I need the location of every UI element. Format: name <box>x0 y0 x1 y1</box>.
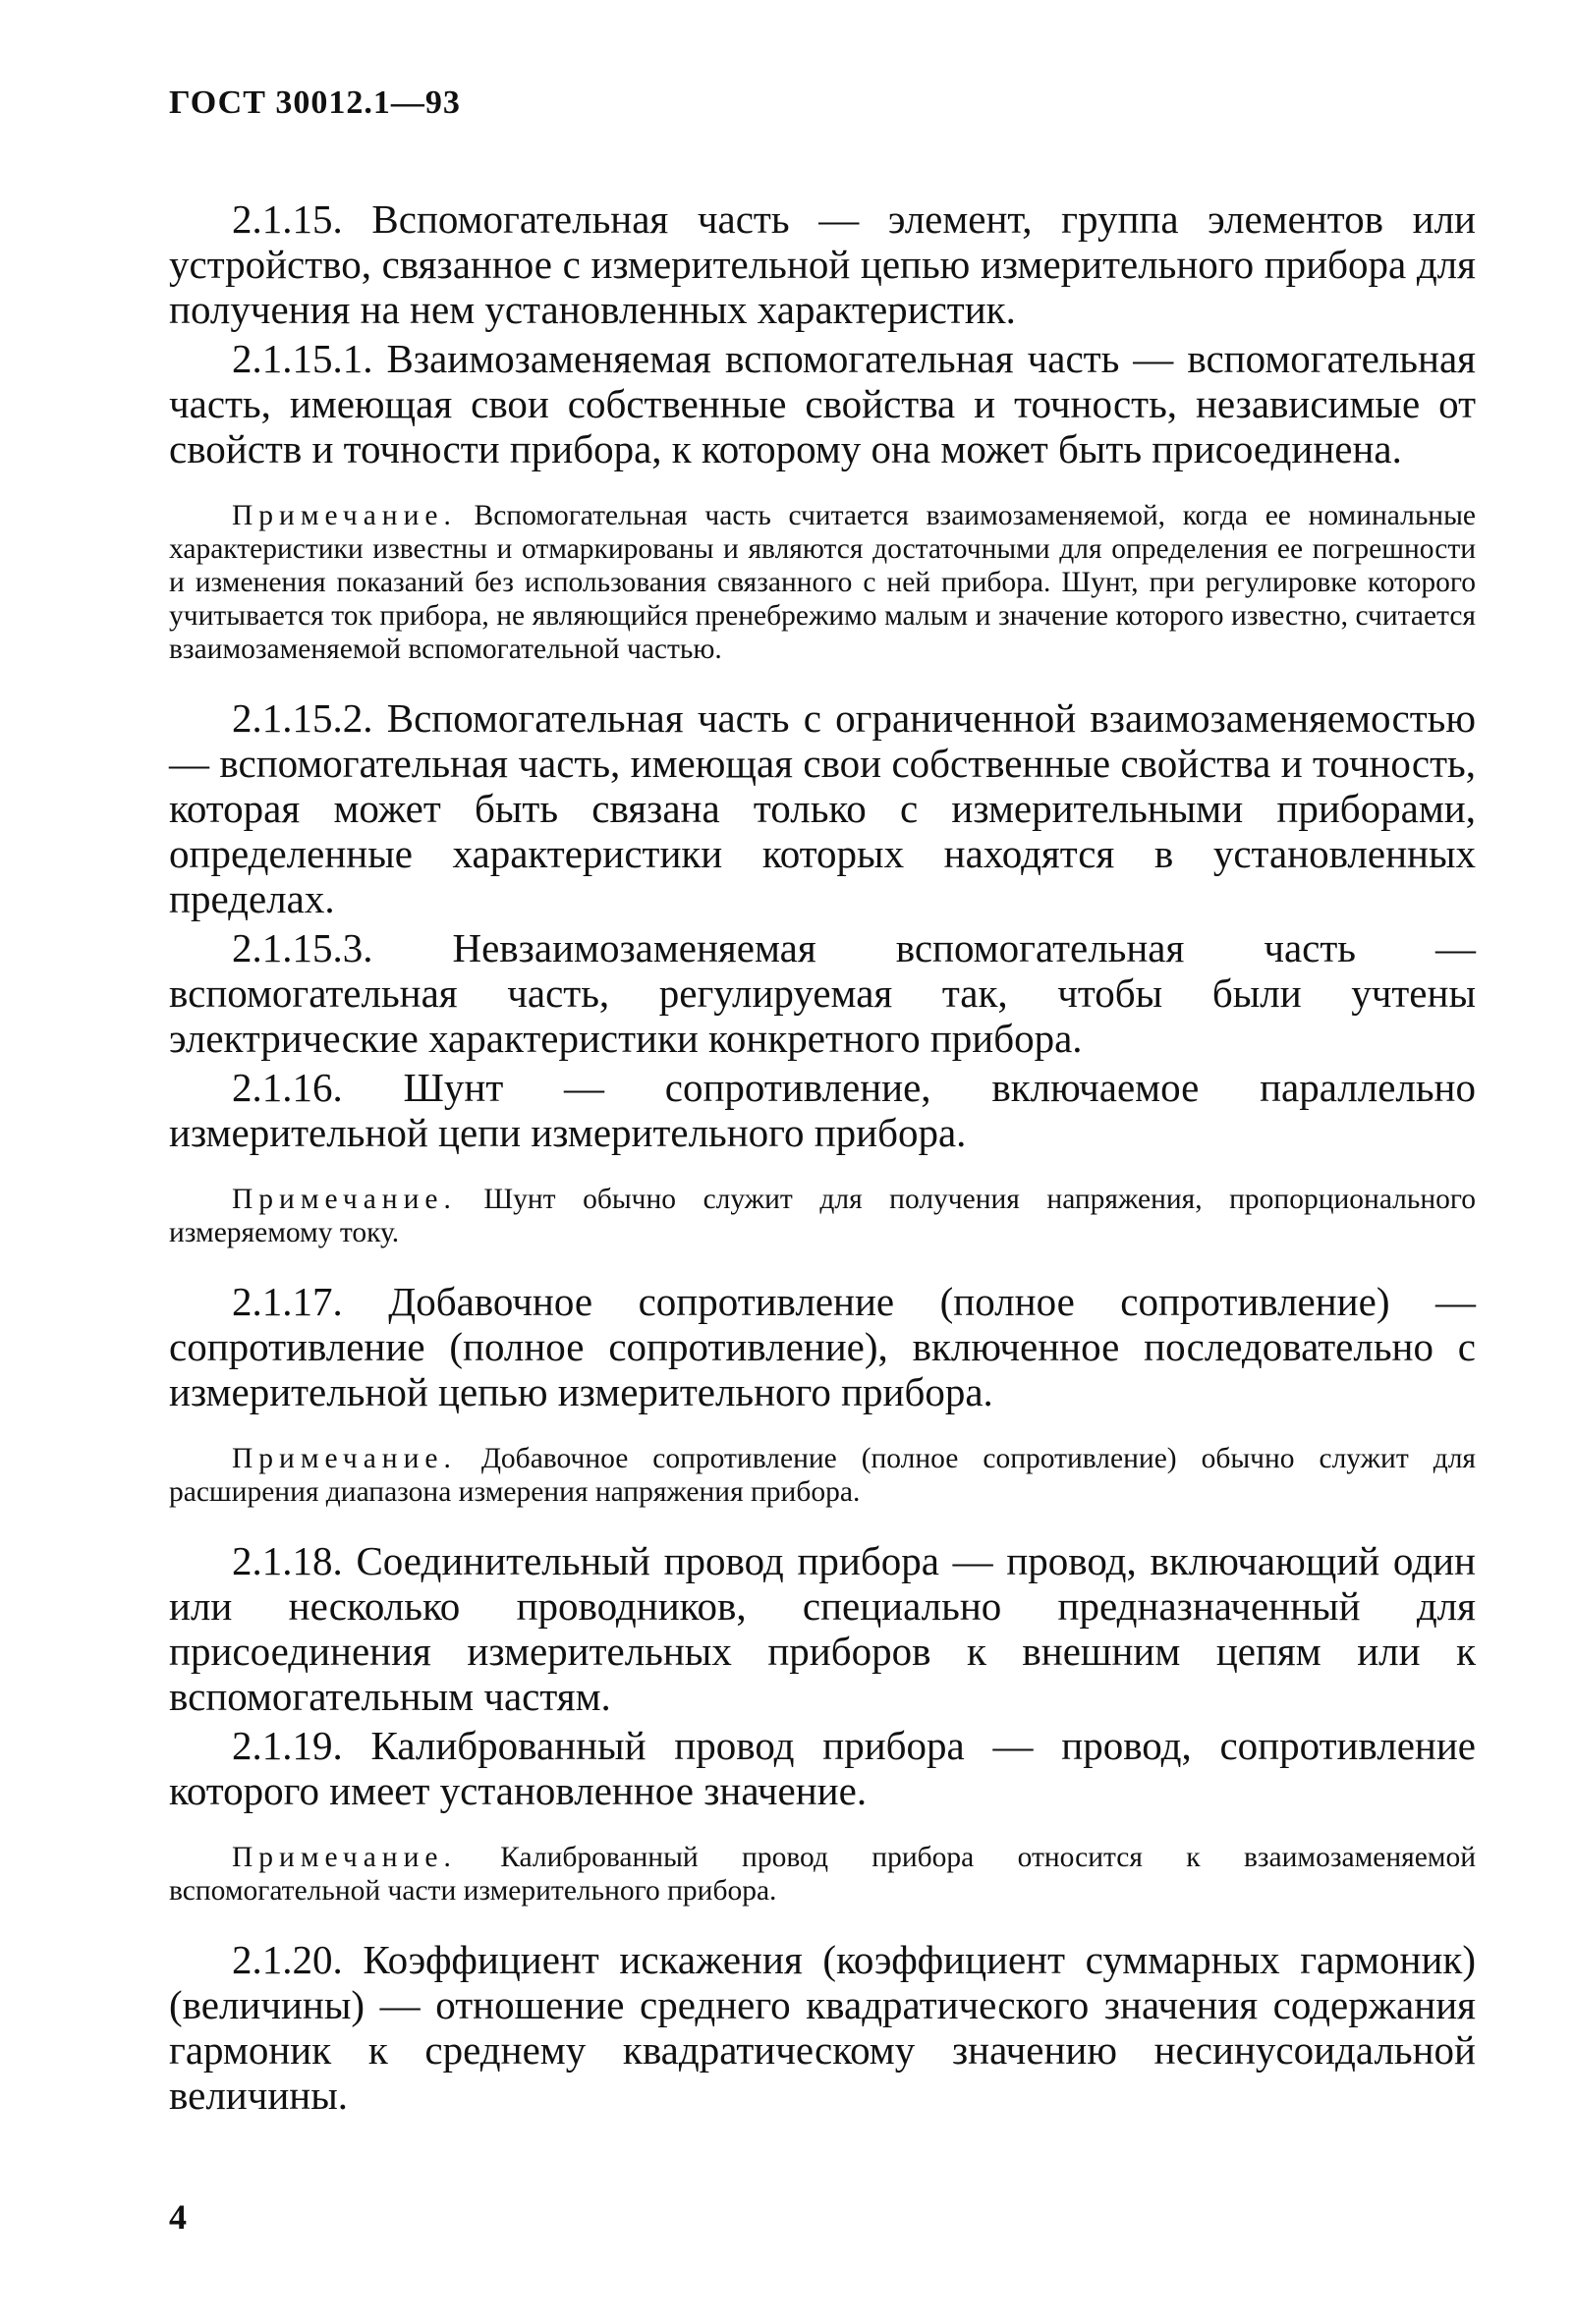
note-label: Примечание. <box>232 1443 457 1474</box>
clause-2-1-18: 2.1.18. Соединительный провод прибора — провод, включающий один или несколько проводников, специально предназначенный для присоединения измерительных приборов к внешним цепям или к вспомогательным частям. <box>169 1538 1476 1719</box>
note-label: Примечание. <box>232 1184 457 1215</box>
note-text: Вспомогательная часть считается взаимозаменяемой, когда ее номинальные характеристики известны и отмаркированы и являются достаточными для определения ее погрешности и изменения показаний без использования связанного с ней прибора. Шунт, при регулировке которого учитывается ток прибора, не являющийся пренебрежимо малым и значение которого известно, считается взаимозаменяемой вспомогательной частью. <box>169 500 1477 665</box>
note-label: Примечание. <box>232 500 457 531</box>
clause-2-1-15-1: 2.1.15.1. Взаимозаменяемая вспомогательная часть — вспомогательная часть, имеющая свои собственные свойства и точность, независимые от свойств и точности прибора, к которому она может быть присоединена. <box>169 336 1476 471</box>
note-1 <box>169 499 1476 666</box>
note-text: Шунт обычно служит для получения напряжения, пропорционального измеряемому току. <box>169 1184 1476 1248</box>
clause-2-1-17: 2.1.17. Добавочное сопротивление (полное сопротивление) — сопротивление (полное сопротивление), включенное последовательно с измерительной цепью измерительного прибора. <box>169 1279 1476 1414</box>
clause-2-1-20: 2.1.20. Коэффициент искажения (коэффициент суммарных гармоник) (величины) — отношение среднего квадратического значения содержания гармоник к среднему квадратическому значению несинусоидальной величины. <box>169 1937 1476 2118</box>
note-2 <box>169 1183 1476 1249</box>
clause-2-1-15: 2.1.15. Вспомогательная часть — элемент, группа элементов или устройство, связанное с измерительной цепью измерительного прибора для получения на нем установленных характеристик. <box>169 196 1476 332</box>
clause-2-1-19: 2.1.19. Калиброванный провод прибора — провод, сопротивление которого имеет установленное значение. <box>169 1723 1476 1813</box>
clause-2-1-16: 2.1.16. Шунт — сопротивление, включаемое параллельно измерительной цепи измерительного прибора. <box>169 1065 1476 1155</box>
clause-2-1-15-2: 2.1.15.2. Вспомогательная часть с ограниченной взаимозаменяемостью — вспомогательная часть, имеющая свои собственные свойства и точность, которая может быть связана только с измерительными приборами, определенные характеристики которых находятся в установленных пределах. <box>169 695 1476 921</box>
document-body <box>169 196 1476 2118</box>
note-3 <box>169 1442 1476 1509</box>
note-text: Калиброванный провод прибора относится к взаимозаменяемой вспомогательной части измерительного прибора. <box>169 1842 1476 1907</box>
note-4 <box>169 1841 1476 1908</box>
note-text: Добавочное сопротивление (полное сопротивление) обычно служит для расширения диапазона измерения напряжения прибора. <box>169 1443 1476 1508</box>
note-label: Примечание. <box>232 1842 457 1873</box>
page-number: 4 <box>169 2197 187 2237</box>
clause-2-1-15-3: 2.1.15.3. Невзаимозаменяемая вспомогательная часть — вспомогательная часть, регулируемая так, чтобы были учтены электрические характеристики конкретного прибора. <box>169 925 1476 1061</box>
document-header: ГОСТ 30012.1—93 <box>169 84 461 121</box>
